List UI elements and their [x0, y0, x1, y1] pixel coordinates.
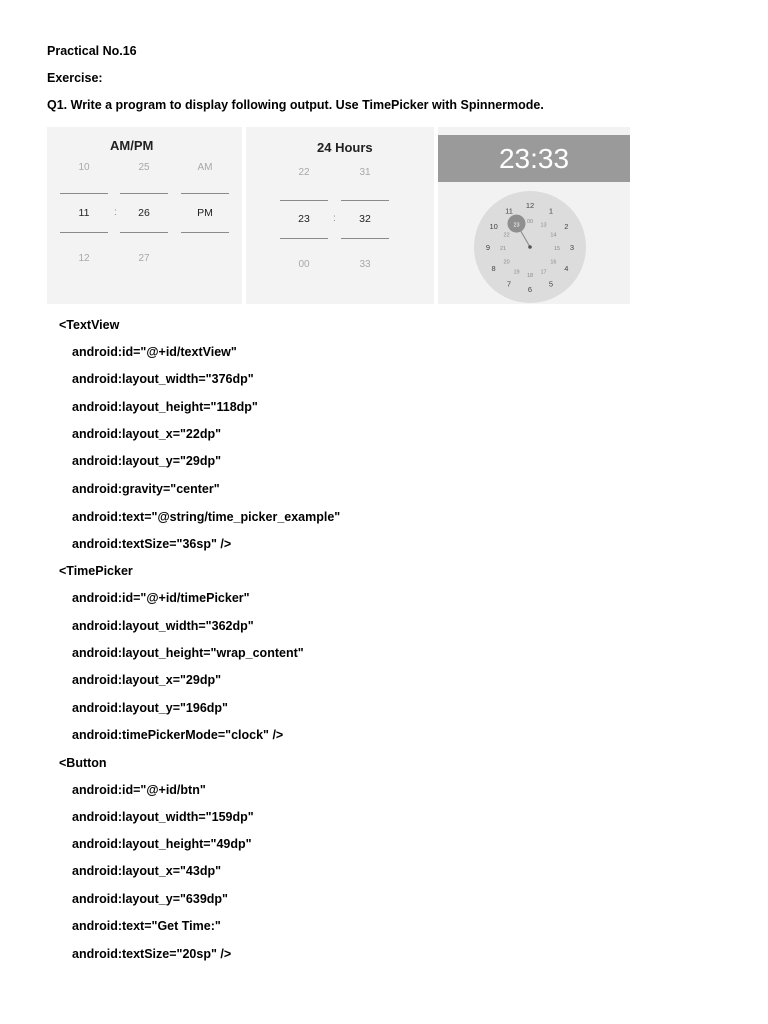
inner-hour-label: 21: [499, 246, 507, 252]
outer-hour-label: 10: [489, 222, 498, 231]
minute-bottom-divider: [341, 238, 389, 239]
code-attribute-line: android:layout_height="wrap_content": [72, 646, 304, 660]
code-attribute-line: android:layout_x="22dp": [72, 427, 222, 441]
code-tag-line: <TextView: [59, 318, 120, 332]
hour-below: 12: [78, 253, 90, 264]
clock-dial[interactable]: [438, 127, 630, 304]
code-attribute-line: android:layout_y="29dp": [72, 454, 222, 468]
code-attribute-line: android:text="@string/time_picker_example": [72, 510, 341, 524]
inner-hour-label: 22: [503, 232, 510, 239]
outer-hour-label: 2: [564, 222, 569, 231]
practical-title: Practical No.16: [47, 44, 137, 58]
code-attribute-line: android:layout_width="376dp": [72, 372, 254, 386]
code-attribute-line: android:textSize="36sp" />: [72, 537, 232, 551]
hour-selected[interactable]: 11: [78, 207, 90, 219]
minute-top-divider: [341, 200, 389, 201]
outer-hour-label: 12: [525, 201, 535, 210]
minute-below: 33: [359, 259, 371, 270]
inner-hour-label: 16: [550, 259, 557, 266]
time-separator: :: [333, 213, 336, 224]
code-attribute-line: android:gravity="center": [72, 482, 220, 496]
code-attribute-line: android:layout_x="29dp": [72, 673, 222, 687]
minute-selected[interactable]: 32: [359, 213, 371, 225]
code-attribute-line: android:layout_width="159dp": [72, 810, 254, 824]
code-attribute-line: android:layout_height="49dp": [72, 837, 252, 851]
outer-hour-label: 3: [569, 243, 575, 252]
inner-hour-label: 17: [540, 269, 547, 276]
inner-hour-label: 19: [513, 269, 520, 276]
period-above: AM: [197, 162, 213, 173]
minute-below: 27: [138, 253, 150, 264]
hour-below: 00: [298, 259, 310, 270]
hour-bottom-divider: [280, 238, 328, 239]
question-text: Q1. Write a program to display following output. Use TimePicker with Spinnermode.: [47, 98, 544, 112]
outer-hour-label: 4: [564, 264, 569, 273]
inner-hour-label: 23: [513, 222, 520, 229]
code-attribute-line: android:id="@+id/timePicker": [72, 591, 250, 605]
inner-hour-label: 00: [526, 219, 534, 225]
inner-hour-label: 18: [526, 273, 534, 279]
outer-hour-label: 11: [505, 206, 513, 216]
hour-top-divider: [60, 193, 108, 194]
hour-selected[interactable]: 23: [298, 213, 310, 225]
ampm-title: AM/PM: [110, 138, 154, 153]
outer-hour-label: 5: [548, 279, 554, 289]
minute-bottom-divider: [120, 232, 168, 233]
period-bottom-divider: [181, 232, 229, 233]
ampm-spinner-panel: [47, 127, 242, 304]
period-top-divider: [181, 193, 229, 194]
hours24-title: 24 Hours: [317, 140, 373, 155]
code-attribute-line: android:layout_height="118dp": [72, 400, 258, 414]
outer-hour-label: 6: [527, 285, 533, 294]
inner-hour-label: 15: [553, 246, 561, 252]
code-attribute-line: android:id="@+id/btn": [72, 783, 206, 797]
outer-hour-label: 1: [548, 206, 554, 216]
hour-bottom-divider: [60, 232, 108, 233]
minute-top-divider: [120, 193, 168, 194]
code-attribute-line: android:layout_width="362dp": [72, 619, 254, 633]
exercise-label: Exercise:: [47, 71, 103, 85]
clock-center-dot: [528, 245, 532, 249]
code-attribute-line: android:id="@+id/textView": [72, 345, 237, 359]
outer-hour-label: 7: [506, 279, 512, 289]
time-separator: :: [114, 207, 117, 218]
clock-time-display[interactable]: 23:33: [498, 143, 570, 174]
code-tag-line: <Button: [59, 756, 107, 770]
clock-picker-panel: [438, 127, 630, 304]
hour-above: 10: [78, 162, 90, 173]
code-attribute-line: android:layout_x="43dp": [72, 864, 222, 878]
code-attribute-line: android:text="Get Time:": [72, 919, 221, 933]
code-attribute-line: android:textSize="20sp" />: [72, 947, 232, 961]
code-attribute-line: android:timePickerMode="clock" />: [72, 728, 284, 742]
inner-hour-label: 20: [503, 259, 510, 266]
hour-top-divider: [280, 200, 328, 201]
minute-above: 25: [138, 162, 150, 173]
hours24-spinner-panel: [246, 127, 434, 304]
code-tag-line: <TimePicker: [59, 564, 133, 578]
hour-above: 22: [298, 167, 310, 178]
minute-above: 31: [359, 167, 371, 178]
inner-hour-label: 14: [550, 232, 557, 239]
minute-selected[interactable]: 26: [138, 207, 150, 219]
outer-hour-label: 9: [485, 243, 491, 252]
code-attribute-line: android:layout_y="196dp": [72, 701, 228, 715]
code-attribute-line: android:layout_y="639dp": [72, 892, 228, 906]
inner-hour-label: 13: [540, 222, 547, 229]
outer-hour-label: 8: [491, 264, 496, 273]
period-selected[interactable]: PM: [197, 207, 213, 219]
